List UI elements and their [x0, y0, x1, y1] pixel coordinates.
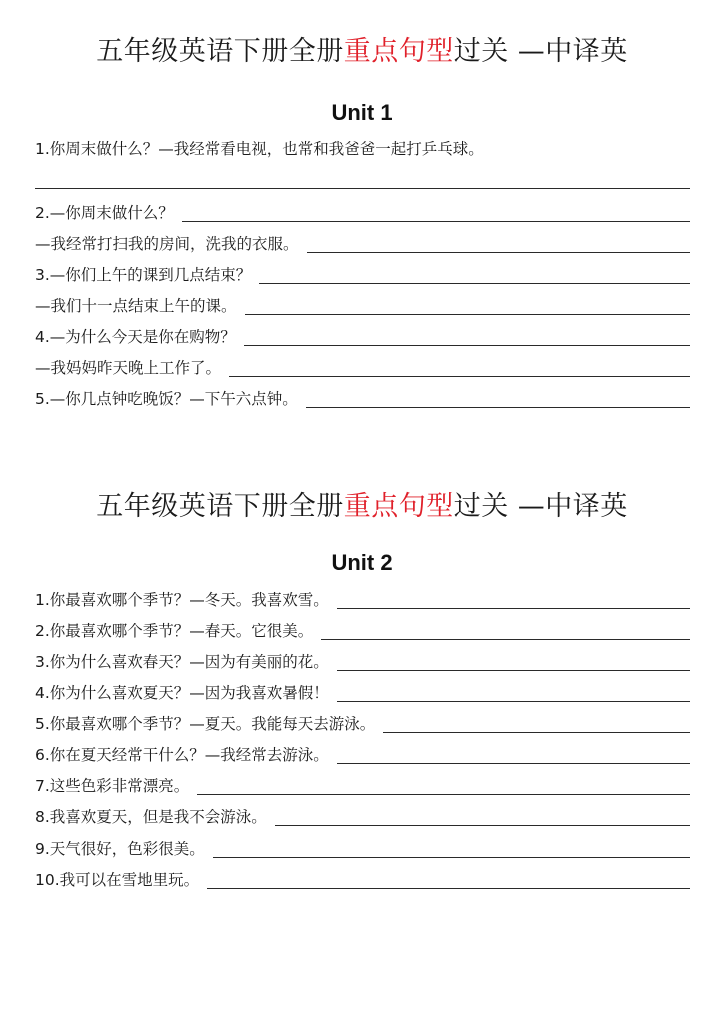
question-row [35, 867, 690, 891]
answer-line[interactable] [306, 389, 690, 408]
answer-line[interactable] [182, 203, 690, 222]
question-row [35, 711, 690, 735]
question-text: 9.天气很好，色彩很美。 [35, 840, 205, 858]
answer-line[interactable] [229, 358, 690, 377]
unit-heading: Unit 1 [331, 100, 393, 125]
question-row [35, 386, 690, 410]
question-row [35, 618, 690, 642]
question-text: —我妈妈昨天晚上工作了。 [35, 359, 222, 377]
answer-line[interactable] [337, 590, 690, 609]
question-row [35, 587, 690, 611]
question-row [35, 200, 690, 224]
question-row [35, 355, 690, 379]
question-text: 4.你为什么喜欢夏天？—因为我喜欢暑假！ [35, 684, 329, 702]
question-row [35, 293, 690, 317]
answer-line[interactable] [244, 327, 690, 346]
question-text: 1.你周末做什么？—我经常看电视，也常和我爸爸一起打乒乓球。 [35, 140, 484, 158]
question-row [35, 680, 690, 704]
question-row [35, 324, 690, 348]
answer-line[interactable] [337, 745, 690, 764]
title-suffix: 过关 —中译英 [453, 36, 628, 67]
question-text: 10.我可以在雪地里玩。 [35, 871, 200, 889]
question-text: 8.我喜欢夏天，但是我不会游泳。 [35, 808, 267, 826]
question-text: 2.—你周末做什么？ [35, 204, 174, 222]
answer-line[interactable] [207, 870, 690, 889]
title-highlight: 重点句型 [343, 36, 454, 67]
question-text: 3.你为什么喜欢春天？—因为有美丽的花。 [35, 653, 329, 671]
question-row [35, 836, 690, 860]
question-row [35, 742, 690, 766]
answer-line[interactable] [197, 776, 690, 795]
answer-line[interactable] [337, 683, 690, 702]
answer-line[interactable] [213, 839, 690, 858]
answer-line[interactable] [337, 652, 690, 671]
question-text: —我们十一点结束上午的课。 [35, 297, 237, 315]
title-highlight: 重点句型 [343, 491, 454, 522]
question-text: —我经常打扫我的房间，洗我的衣服。 [35, 235, 299, 253]
question-row [35, 773, 690, 797]
answer-line[interactable] [321, 621, 690, 640]
question-text: 4.—为什么今天是你在购物？ [35, 328, 236, 346]
answer-line[interactable] [35, 188, 690, 189]
question-row [35, 231, 690, 255]
answer-line[interactable] [259, 265, 690, 284]
question-row [35, 649, 690, 673]
question-text: 5.你最喜欢哪个季节？—夏天。我能每天去游泳。 [35, 715, 376, 733]
question-text: 1.你最喜欢哪个季节？—冬天。我喜欢雪。 [35, 591, 329, 609]
question-text: 3.—你们上午的课到几点结束？ [35, 266, 252, 284]
answer-line[interactable] [307, 234, 690, 253]
answer-line[interactable] [383, 714, 690, 733]
question-row [35, 262, 690, 286]
question-row [35, 804, 690, 828]
answer-line[interactable] [275, 807, 690, 826]
question-text: 6.你在夏天经常干什么？—我经常去游泳。 [35, 746, 329, 764]
title-prefix: 五年级英语下册全册 [96, 491, 344, 522]
answer-line[interactable] [245, 296, 690, 315]
worksheet-title [0, 35, 724, 69]
question-text: 7.这些色彩非常漂亮。 [35, 777, 190, 795]
question-text: 5.—你几点钟吃晚饭？—下午六点钟。 [35, 390, 298, 408]
title-prefix: 五年级英语下册全册 [96, 36, 344, 67]
question-text: 2.你最喜欢哪个季节？—春天。它很美。 [35, 622, 314, 640]
unit-heading: Unit 2 [331, 550, 393, 575]
title-suffix: 过关 —中译英 [453, 491, 628, 522]
worksheet-title [0, 490, 724, 524]
